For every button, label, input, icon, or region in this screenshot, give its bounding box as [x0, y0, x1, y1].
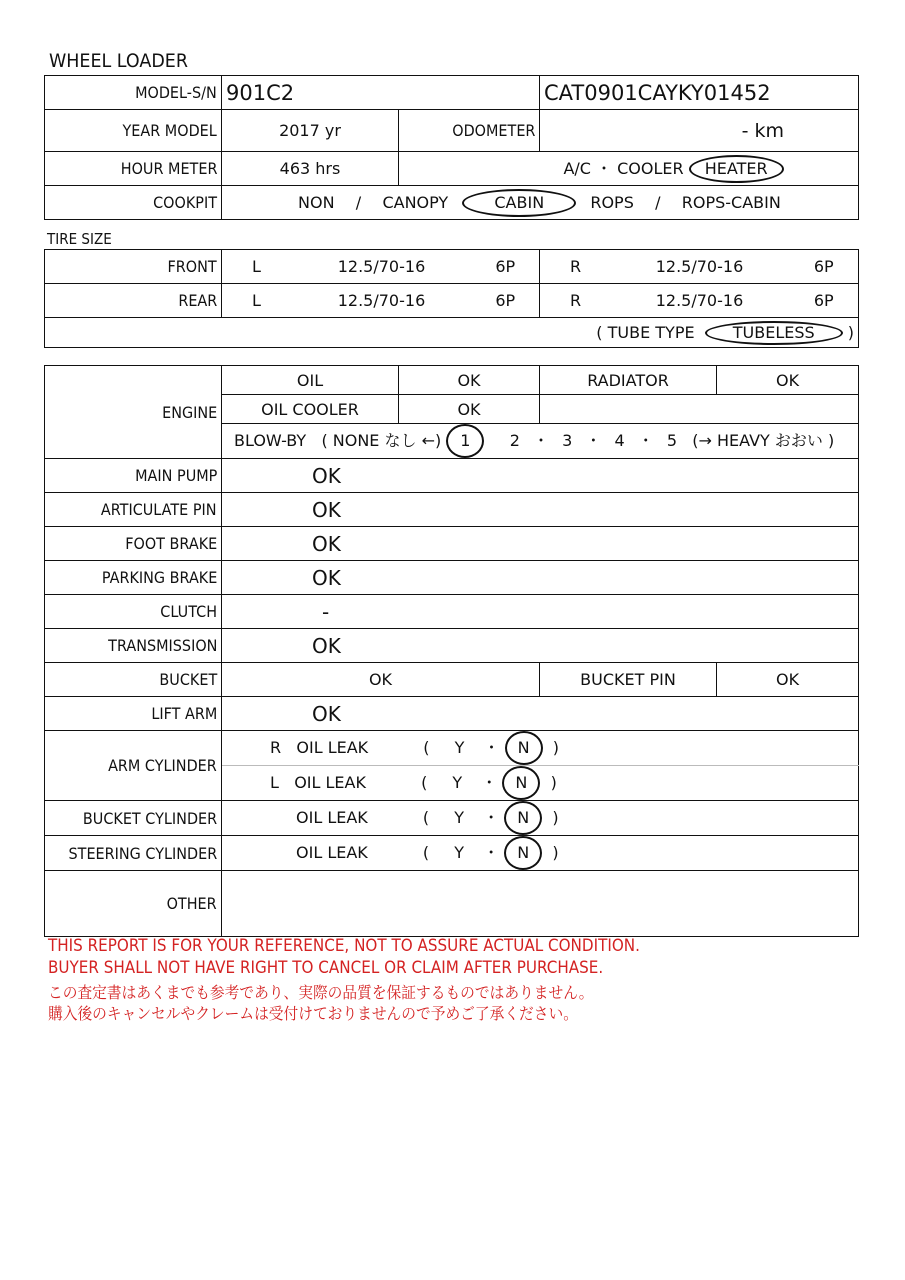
year-label: YEAR MODEL [45, 110, 222, 152]
oil-cooler-label: OIL COOLER [222, 395, 399, 424]
oil-leak-label: OIL LEAK [296, 738, 369, 757]
articulate-value: OK [222, 493, 859, 527]
clutch-label: CLUTCH [45, 595, 222, 629]
bucket-label: BUCKET [45, 663, 222, 697]
y-option: Y [454, 808, 464, 827]
model-label: MODEL-S/N [45, 76, 222, 110]
ac-cell [399, 152, 859, 186]
paren-close: ) [552, 738, 560, 757]
cockpit-label: COOKPIT [45, 186, 222, 220]
paren-close: ) [550, 773, 557, 792]
foot-brake-label: FOOT BRAKE [45, 527, 222, 561]
steering-cylinder-row [222, 836, 859, 871]
blow-by-label: BLOW-BY [234, 431, 307, 450]
blow-by-selected: 1 [446, 424, 484, 458]
cockpit-non: NON [298, 192, 335, 212]
dot-sep: ・ [483, 843, 500, 862]
cockpit-canopy: CANOPY [382, 192, 449, 212]
dot-sep: ・ [483, 738, 500, 757]
oil-cooler-value: OK [399, 395, 540, 424]
blow-by-row [222, 424, 859, 459]
front-right-side: R [540, 250, 610, 284]
model-value: 901C2 [222, 76, 540, 110]
slash: / [355, 192, 362, 212]
rear-left-size: 12.5/70-16 [292, 284, 472, 318]
rear-left-ply: 6P [472, 284, 540, 318]
arm-cylinder-label: ARM CYLINDER [45, 731, 222, 801]
parking-brake-value: OK [222, 561, 859, 595]
disclaimer-line-1: THIS REPORT IS FOR YOUR REFERENCE, NOT TO ASSURE ACTUAL CONDITION. [48, 936, 640, 955]
rear-left-side: L [222, 284, 292, 318]
front-right-ply: 6P [790, 250, 859, 284]
y-option: Y [454, 843, 464, 862]
rear-right-size: 12.5/70-16 [610, 284, 790, 318]
lift-arm-value: OK [222, 697, 859, 731]
inspection-table [44, 365, 859, 937]
n-selected: N [504, 836, 542, 870]
tube-type-option: ( TUBE TYPE [596, 322, 695, 342]
rear-label: REAR [45, 284, 222, 318]
oil-value: OK [399, 366, 540, 395]
rear-right-side: R [540, 284, 610, 318]
front-left-size: 12.5/70-16 [292, 250, 472, 284]
odometer-label: ODOMETER [399, 110, 540, 152]
lift-arm-label: LIFT ARM [45, 697, 222, 731]
front-label: FRONT [45, 250, 222, 284]
dot-sep: ・ [483, 808, 500, 827]
cockpit-selected: CABIN [462, 189, 576, 217]
other-value [222, 871, 859, 937]
articulate-label: ARTICULATE PIN [45, 493, 222, 527]
front-left-ply: 6P [472, 250, 540, 284]
oil-leak-label: OIL LEAK [296, 843, 368, 862]
n-selected: N [504, 801, 542, 835]
bucket-pin-value: OK [717, 663, 859, 697]
blow-by-heavy: (→ HEAVY おおい ) [692, 431, 835, 450]
year-value: 2017 yr [222, 110, 399, 152]
oil-leak-label: OIL LEAK [296, 808, 368, 827]
disclaimer-line-3: この査定書はあくまでも参考であり、実際の品質を保証するものではありません。 [48, 983, 594, 1002]
steering-cylinder-label: STEERING CYLINDER [45, 836, 222, 871]
cockpit-rops-cabin: ROPS-CABIN [681, 192, 781, 212]
paren-open: ( [422, 808, 430, 827]
arm-cylinder-r-row [222, 731, 859, 766]
n-selected: N [505, 731, 543, 765]
tube-close: ) [847, 322, 854, 342]
rear-right-ply: 6P [790, 284, 859, 318]
front-left-side: L [222, 250, 292, 284]
blow-by-scale: 2 ・ 3 ・ 4 ・ 5 [509, 431, 678, 450]
radiator-value: OK [717, 366, 859, 395]
paren-close: ) [552, 843, 559, 862]
paren-close: ) [552, 808, 559, 827]
blow-by-none: ( NONE なし ←) [321, 431, 442, 450]
cockpit-options [222, 186, 859, 220]
arm-cylinder-l-row [222, 766, 859, 801]
n-selected: N [502, 766, 540, 800]
paren-open: ( [423, 738, 430, 757]
paren-open: ( [421, 773, 428, 792]
transmission-value: OK [222, 629, 859, 663]
y-option: Y [452, 773, 463, 792]
bucket-pin-label: BUCKET PIN [540, 663, 717, 697]
oil-label: OIL [222, 366, 399, 395]
empty-cell [540, 395, 859, 424]
disclaimer-line-2: BUYER SHALL NOT HAVE RIGHT TO CANCEL OR CLAIM AFTER PURCHASE. [48, 958, 604, 977]
main-pump-value: OK [222, 459, 859, 493]
other-label: OTHER [45, 871, 222, 937]
serial-value: CAT0901CAYKY01452 [540, 76, 859, 110]
bucket-cylinder-label: BUCKET CYLINDER [45, 801, 222, 836]
tube-selected: TUBELESS [705, 321, 843, 345]
main-pump-label: MAIN PUMP [45, 459, 222, 493]
tube-type-row [45, 318, 859, 348]
foot-brake-value: OK [222, 527, 859, 561]
r-prefix: R [270, 738, 282, 757]
hour-label: HOUR METER [45, 152, 222, 186]
cockpit-rops: ROPS [590, 192, 634, 212]
bucket-value: OK [222, 663, 540, 697]
document-title: WHEEL LOADER [49, 50, 188, 72]
tire-table [44, 249, 859, 348]
odometer-value: - km [540, 110, 859, 152]
y-option: Y [454, 738, 465, 757]
paren-open: ( [422, 843, 430, 862]
radiator-label: RADIATOR [540, 366, 717, 395]
bucket-cylinder-row [222, 801, 859, 836]
ac-options: A/C ・ COOLER [563, 158, 684, 178]
front-right-size: 12.5/70-16 [610, 250, 790, 284]
disclaimer-line-4: 購入後のキャンセルやクレームは受付けておりませんので予めご了承ください。 [48, 1004, 578, 1023]
transmission-label: TRANSMISSION [45, 629, 222, 663]
l-prefix: L [270, 773, 279, 792]
hour-value: 463 hrs [222, 152, 399, 186]
engine-label: ENGINE [45, 366, 222, 459]
ac-selected: HEATER [689, 155, 784, 183]
tire-size-label: TIRE SIZE [47, 230, 112, 248]
oil-leak-label: OIL LEAK [294, 773, 366, 792]
clutch-value: - [222, 595, 859, 629]
dot-sep: ・ [481, 773, 498, 792]
slash: / [655, 192, 661, 212]
parking-brake-label: PARKING BRAKE [45, 561, 222, 595]
header-table [44, 75, 859, 220]
